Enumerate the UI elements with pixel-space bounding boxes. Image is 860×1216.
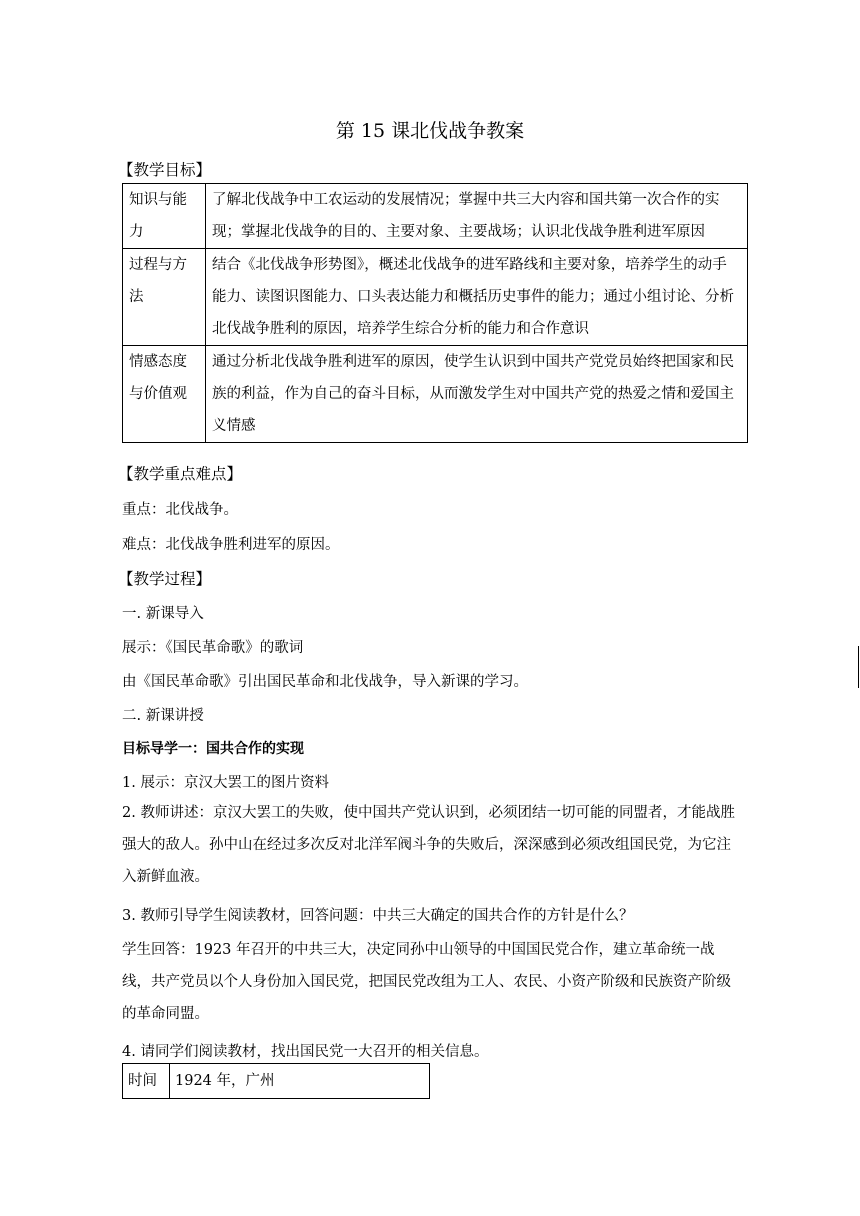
part1-title: 一. 新课导入 <box>122 606 204 622</box>
row-label: 过程与方法 <box>123 249 206 346</box>
row-label: 知识与能力 <box>123 184 206 249</box>
table-row <box>123 184 748 249</box>
row-content: 了解北伐战争中工农运动的发展情况；掌握中共三大内容和国共第一次合作的实现；掌握北伐战争的目的、主要对象、主要战场；认识北伐战争胜利进军原因 <box>206 184 748 249</box>
objectives-table <box>122 183 748 443</box>
table-row <box>123 346 748 443</box>
item-4: 4. 请同学们阅读教材，找出国民党一大召开的相关信息。 <box>122 1044 489 1060</box>
keypoint-focus: 重点：北伐战争。 <box>122 502 238 518</box>
part1-intro: 由《国民革命歌》引出国民革命和北伐战争，导入新课的学习。 <box>122 674 528 690</box>
goal1-title: 目标导学一：国共合作的实现 <box>122 741 304 757</box>
row-label: 时间 <box>123 1064 170 1099</box>
edge-marker <box>858 646 859 688</box>
page-title: 第 15 课北伐战争教案 <box>335 120 525 142</box>
part2-title: 二. 新课讲授 <box>122 708 204 724</box>
item-3: 3. 教师引导学生阅读教材，回答问题：中共三大确定的国共合作的方针是什么？ <box>122 908 634 924</box>
row-content: 通过分析北伐战争胜利进军的原因，使学生认识到中国共产党党员始终把国家和民族的利益，作为自己的奋斗目标，从而激发学生对中国共产党的热爱之情和爱国主义情感 <box>206 346 748 443</box>
item-3-answer: 学生回答：1923 年召开的中共三大，决定同孙中山领导的中国国民党合作，建立革命统一战线，共产党员以个人身份加入国民党，把国民党改组为工人、农民、小资产阶级和民族资产阶级的革命同盟。 <box>122 942 731 1022</box>
item-2: 2. 教师讲述：京汉大罢工的失败，使中国共产党认识到，必须团结一切可能的同盟者，才能战胜强大的敌人。孙中山在经过多次反对北洋军阀斗争的失败后，深深感到必须改组国民党，为它注入新鲜血液。 <box>122 805 735 885</box>
process-header: 【教学过程】 <box>118 570 212 588</box>
keypoint-difficulty: 难点：北伐战争胜利进军的原因。 <box>122 537 340 553</box>
table-row <box>123 249 748 346</box>
part1-show: 展示：《国民革命歌》的歌词 <box>122 640 304 656</box>
row-value: 1924 年，广州 <box>170 1064 430 1099</box>
item-1: 1. 展示：京汉大罢工的图片资料 <box>122 775 329 791</box>
objectives-header: 【教学目标】 <box>118 161 212 179</box>
keypoints-header: 【教学重点难点】 <box>118 465 243 483</box>
table-row <box>123 1064 430 1099</box>
info-table <box>122 1063 430 1099</box>
row-content: 结合《北伐战争形势图》，概述北伐战争的进军路线和主要对象，培养学生的动手能力、读图识图能力、口头表达能力和概括历史事件的能力；通过小组讨论、分析北伐战争胜利的原因，培养学生综合分析的能力和合作意识 <box>206 249 748 346</box>
row-label: 情感态度与价值观 <box>123 346 206 443</box>
